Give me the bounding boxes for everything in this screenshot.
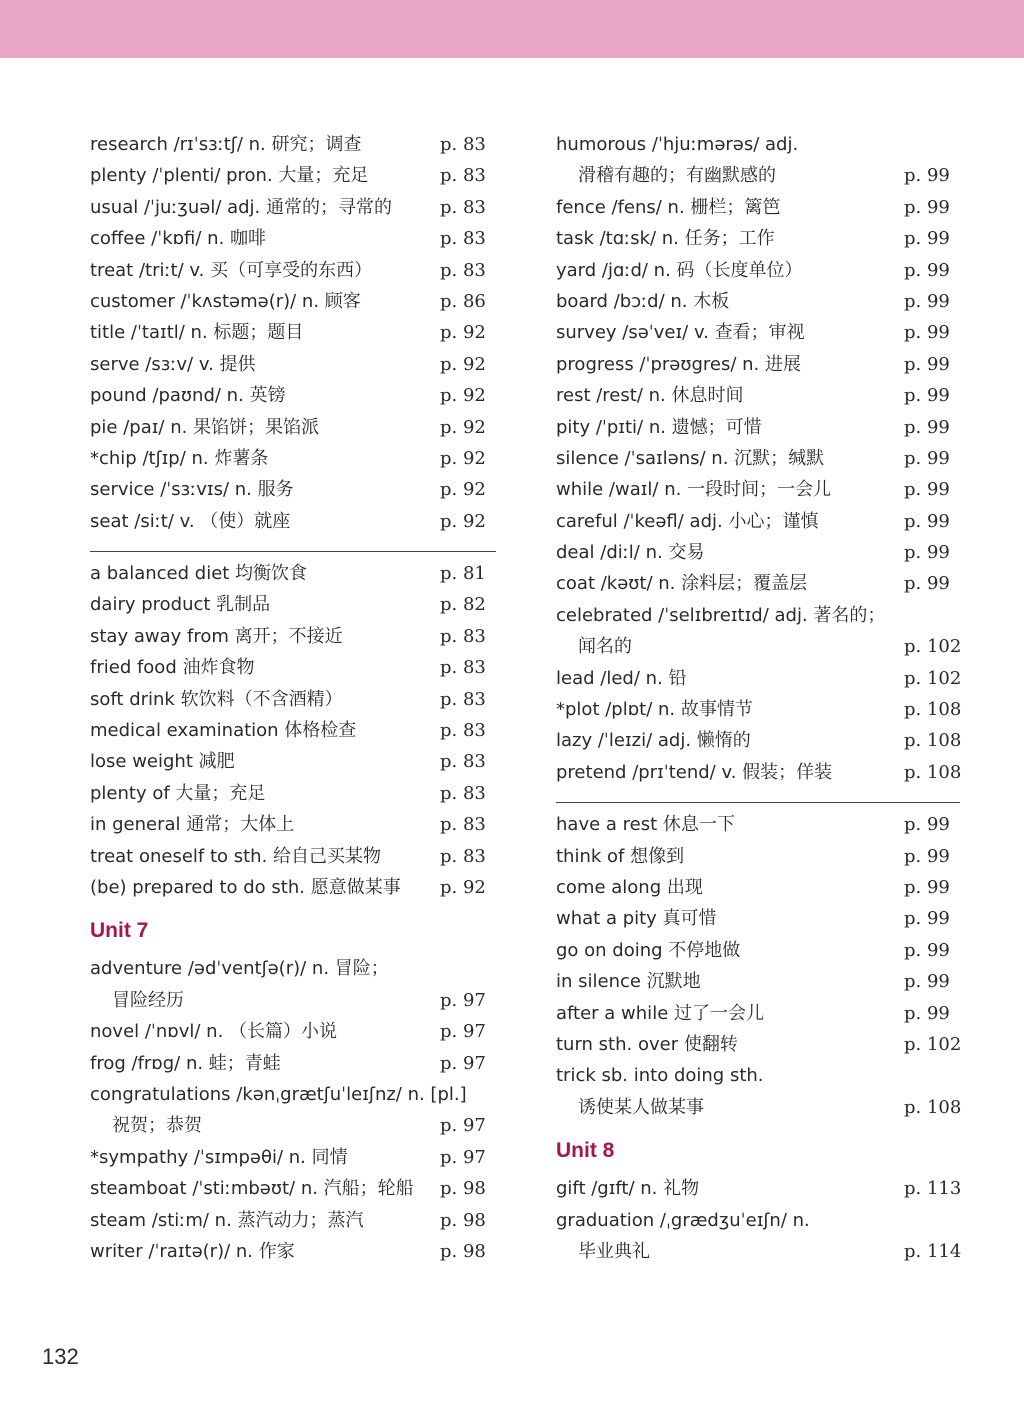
entry-page-ref: p. 83 xyxy=(440,165,486,187)
entry-term: celebrated /ˈselɪbreɪtɪd/ adj. 著名的； xyxy=(556,604,886,626)
entry-term: yard /jɑːd/ n. 码（长度单位） xyxy=(556,259,803,281)
entry-term: lazy /ˈleɪzi/ adj. 懒惰的 xyxy=(556,730,751,752)
unit-7-heading: Unit 7 xyxy=(90,919,149,943)
glossary-entry xyxy=(556,809,960,840)
glossary-entry xyxy=(90,286,496,317)
entry-page-ref: p. 97 xyxy=(440,1052,486,1074)
entry-term: have a rest 休息一下 xyxy=(556,814,735,836)
entry-term: board /bɔːd/ n. 木板 xyxy=(556,290,730,312)
glossary-entry xyxy=(556,600,960,631)
entry-page-ref: p. 83 xyxy=(440,688,486,710)
glossary-entry xyxy=(556,966,960,997)
entry-term: think of 想像到 xyxy=(556,845,685,867)
glossary-entry xyxy=(556,757,960,788)
entry-page-ref: p. 92 xyxy=(440,385,486,407)
entry-page-ref: p. 92 xyxy=(440,510,486,532)
glossary-entry xyxy=(90,558,496,589)
entry-page-ref: p. 102 xyxy=(904,1033,962,1055)
entry-term: while /waɪl/ n. 一段时间；一会儿 xyxy=(556,479,832,501)
entry-page-ref: p. 99 xyxy=(904,845,950,867)
glossary-entry xyxy=(556,506,960,537)
glossary-entry xyxy=(90,809,496,840)
entry-page-ref: p. 108 xyxy=(904,1096,962,1118)
entry-term: seat /siːt/ v. （使）就座 xyxy=(90,510,291,532)
glossary-entry xyxy=(90,349,496,380)
right-vocab-list xyxy=(556,129,960,788)
entry-term: (be) prepared to do sth. 愿意做某事 xyxy=(90,876,401,898)
entry-term: trick sb. into doing sth. xyxy=(556,1065,764,1087)
entry-page-ref: p. 99 xyxy=(904,228,950,250)
entry-term: coat /kəʊt/ n. 涂料层；覆盖层 xyxy=(556,573,808,595)
glossary-entry xyxy=(556,380,960,411)
entry-term: title /ˈtaɪtl/ n. 标题；题目 xyxy=(90,322,304,344)
glossary-entry-continuation xyxy=(556,1236,960,1267)
entry-term: research /rɪˈsɜːtʃ/ n. 研究；调查 xyxy=(90,134,362,155)
glossary-entry xyxy=(556,903,960,934)
left-column xyxy=(90,129,496,1267)
entry-term: congratulations /kənˌgrætʃuˈleɪʃnz/ n. [pl.] xyxy=(90,1083,467,1105)
entry-page-ref: p. 92 xyxy=(440,876,486,898)
entry-term: customer /ˈkʌstəmə(r)/ n. 顾客 xyxy=(90,290,361,312)
glossary-entry xyxy=(90,1142,496,1173)
entry-page-ref: p. 99 xyxy=(904,573,950,595)
entry-term: steamboat /ˈstiːmbəʊt/ n. 汽船；轮船 xyxy=(90,1178,414,1200)
glossary-entry xyxy=(90,443,496,474)
entry-term: 诱使某人做某事 xyxy=(578,1096,704,1118)
glossary-entry xyxy=(90,1016,496,1047)
glossary-entry-continuation xyxy=(90,985,496,1016)
entry-term: service /ˈsɜːvɪs/ n. 服务 xyxy=(90,479,294,501)
entry-page-ref: p. 108 xyxy=(904,699,962,721)
entry-term: fried food 油炸食物 xyxy=(90,657,255,679)
page-number: 132 xyxy=(42,1344,79,1369)
entry-page-ref: p. 97 xyxy=(440,1021,486,1043)
entry-term: adventure /ədˈventʃə(r)/ n. 冒险； xyxy=(90,958,389,980)
entry-page-ref: p. 83 xyxy=(440,782,486,804)
glossary-entry-continuation xyxy=(556,631,960,662)
entry-page-ref: p. 83 xyxy=(440,845,486,867)
glossary-entry xyxy=(556,412,960,443)
entry-page-ref: p. 99 xyxy=(904,196,950,218)
entry-page-ref: p. 108 xyxy=(904,761,962,783)
entry-term: writer /ˈraɪtə(r)/ n. 作家 xyxy=(90,1240,295,1262)
glossary-entry xyxy=(90,652,496,683)
entry-page-ref: p. 99 xyxy=(904,447,950,469)
entry-term: 滑稽有趣的；有幽默感的 xyxy=(578,165,776,187)
glossary-entry xyxy=(556,841,960,872)
entry-page-ref: p. 83 xyxy=(440,196,486,218)
entry-page-ref: p. 99 xyxy=(904,416,950,438)
entry-page-ref: p. 113 xyxy=(904,1178,962,1200)
entry-term: frog /frɒg/ n. 蛙；青蛙 xyxy=(90,1052,281,1074)
entry-page-ref: p. 83 xyxy=(440,720,486,742)
entry-page-ref: p. 114 xyxy=(904,1240,962,1262)
entry-page-ref: p. 97 xyxy=(440,1115,486,1137)
entry-page-ref: p. 92 xyxy=(440,353,486,375)
glossary-entry xyxy=(90,1079,496,1110)
left-vocab-list xyxy=(90,129,496,537)
entry-page-ref: p. 97 xyxy=(440,1146,486,1168)
glossary-entry xyxy=(90,474,496,505)
entry-page-ref: p. 83 xyxy=(440,751,486,773)
glossary-entry xyxy=(90,1205,496,1236)
entry-term: medical examination 体格检查 xyxy=(90,720,357,742)
entry-term: plenty /ˈplenti/ pron. 大量；充足 xyxy=(90,165,369,187)
glossary-entry xyxy=(556,998,960,1029)
entry-term: lose weight 减肥 xyxy=(90,751,235,773)
entry-page-ref: p. 97 xyxy=(440,989,486,1011)
glossary-entry xyxy=(90,841,496,872)
glossary-entry xyxy=(556,663,960,694)
entry-term: go on doing 不停地做 xyxy=(556,939,741,961)
entry-term: 冒险经历 xyxy=(112,989,184,1011)
entry-page-ref: p. 86 xyxy=(440,290,486,312)
entry-page-ref: p. 102 xyxy=(904,636,962,658)
entry-page-ref: p. 99 xyxy=(904,939,950,961)
entry-page-ref: p. 102 xyxy=(904,667,962,689)
entry-page-ref: p. 83 xyxy=(440,134,486,155)
entry-page-ref: p. 99 xyxy=(904,259,950,281)
glossary-entry xyxy=(556,474,960,505)
glossary-entry xyxy=(90,129,496,160)
entry-term: usual /ˈjuːʒuəl/ adj. 通常的；寻常的 xyxy=(90,196,393,218)
entry-page-ref: p. 98 xyxy=(440,1209,486,1231)
entry-term: *chip /tʃɪp/ n. 炸薯条 xyxy=(90,447,269,469)
entry-term: 闻名的 xyxy=(578,636,632,658)
entry-term: silence /ˈsaɪləns/ n. 沉默；缄默 xyxy=(556,447,825,469)
entry-page-ref: p. 83 xyxy=(440,625,486,647)
glossary-entry xyxy=(90,380,496,411)
entry-term: *plot /plɒt/ n. 故事情节 xyxy=(556,699,753,721)
entry-page-ref: p. 92 xyxy=(440,447,486,469)
entry-page-ref: p. 99 xyxy=(904,479,950,501)
glossary-entry xyxy=(90,1236,496,1267)
glossary-entry xyxy=(556,694,960,725)
entry-page-ref: p. 99 xyxy=(904,165,950,187)
entry-page-ref: p. 99 xyxy=(904,876,950,898)
unit-8-vocab-list xyxy=(556,1173,960,1267)
glossary-entry xyxy=(90,192,496,223)
glossary-entry xyxy=(90,778,496,809)
entry-page-ref: p. 81 xyxy=(440,563,486,585)
entry-term: progress /ˈprəʊgres/ n. 进展 xyxy=(556,353,801,375)
entry-page-ref: p. 99 xyxy=(904,385,950,407)
glossary-entry xyxy=(556,192,960,223)
unit-8-heading: Unit 8 xyxy=(556,1139,615,1163)
entry-term: soft drink 软饮料（不含酒精） xyxy=(90,688,343,710)
entry-page-ref: p. 99 xyxy=(904,353,950,375)
section-divider xyxy=(556,802,960,803)
entry-page-ref: p. 92 xyxy=(440,416,486,438)
entry-term: careful /ˈkeəfl/ adj. 小心；谨慎 xyxy=(556,510,819,532)
entry-term: in silence 沉默地 xyxy=(556,971,701,993)
entry-page-ref: p. 98 xyxy=(440,1240,486,1262)
glossary-entry xyxy=(90,255,496,286)
entry-term: a balanced diet 均衡饮食 xyxy=(90,563,308,585)
glossary-entry-continuation xyxy=(556,160,960,191)
entry-term: treat /triːt/ v. 买（可享受的东西） xyxy=(90,259,373,281)
entry-page-ref: p. 83 xyxy=(440,259,486,281)
glossary-entry-continuation xyxy=(90,1110,496,1141)
entry-term: pretend /prɪˈtend/ v. 假装；佯装 xyxy=(556,761,833,783)
glossary-entry xyxy=(556,537,960,568)
glossary-entry xyxy=(90,746,496,777)
entry-page-ref: p. 92 xyxy=(440,322,486,344)
entry-page-ref: p. 99 xyxy=(904,322,950,344)
entry-page-ref: p. 99 xyxy=(904,1002,950,1024)
glossary-entry xyxy=(90,1048,496,1079)
entry-term: pie /paɪ/ n. 果馅饼；果馅派 xyxy=(90,416,320,438)
glossary-entry xyxy=(556,286,960,317)
entry-term: survey /səˈveɪ/ v. 查看；审视 xyxy=(556,322,805,344)
entry-term: come along 出现 xyxy=(556,876,703,898)
glossary-entry-continuation xyxy=(556,1092,960,1123)
unit-7-vocab-list xyxy=(90,953,496,1267)
glossary-entry xyxy=(90,715,496,746)
entry-term: steam /stiːm/ n. 蒸汽动力；蒸汽 xyxy=(90,1209,364,1231)
entry-term: what a pity 真可惜 xyxy=(556,908,717,930)
entry-page-ref: p. 99 xyxy=(904,814,950,836)
glossary-entry xyxy=(556,935,960,966)
glossary-entry xyxy=(90,160,496,191)
entry-page-ref: p. 83 xyxy=(440,814,486,836)
glossary-entry xyxy=(90,684,496,715)
glossary-entry xyxy=(90,621,496,652)
entry-page-ref: p. 99 xyxy=(904,510,950,532)
entry-term: 毕业典礼 xyxy=(578,1240,650,1262)
glossary-entry xyxy=(556,1173,960,1204)
glossary-entry xyxy=(90,223,496,254)
glossary-entry xyxy=(90,317,496,348)
entry-term: stay away from 离开；不接近 xyxy=(90,625,343,647)
entry-term: *sympathy /ˈsɪmpəθi/ n. 同情 xyxy=(90,1146,348,1168)
entry-term: after a while 过了一会儿 xyxy=(556,1002,764,1024)
entry-term: 祝贺；恭贺 xyxy=(112,1115,202,1137)
entry-page-ref: p. 92 xyxy=(440,479,486,501)
entry-term: in general 通常；大体上 xyxy=(90,814,295,836)
entry-term: gift /gɪft/ n. 礼物 xyxy=(556,1178,700,1200)
glossary-entry xyxy=(556,725,960,756)
glossary-entry xyxy=(556,872,960,903)
entry-term: novel /ˈnɒvl/ n. （长篇）小说 xyxy=(90,1021,338,1043)
entry-term: pity /ˈpɪti/ n. 遗憾；可惜 xyxy=(556,416,762,438)
glossary-entry xyxy=(556,255,960,286)
entry-term: deal /diːl/ n. 交易 xyxy=(556,542,705,564)
entry-page-ref: p. 83 xyxy=(440,657,486,679)
entry-page-ref: p. 99 xyxy=(904,908,950,930)
entry-page-ref: p. 99 xyxy=(904,542,950,564)
entry-term: rest /rest/ n. 休息时间 xyxy=(556,385,744,407)
entry-page-ref: p. 83 xyxy=(440,228,486,250)
entry-term: treat oneself to sth. 给自己买某物 xyxy=(90,845,382,867)
entry-page-ref: p. 99 xyxy=(904,971,950,993)
glossary-entry xyxy=(556,223,960,254)
glossary-entry xyxy=(556,568,960,599)
entry-term: task /tɑːsk/ n. 任务；工作 xyxy=(556,228,775,250)
entry-term: fence /fens/ n. 栅栏；篱笆 xyxy=(556,196,781,218)
entry-page-ref: p. 99 xyxy=(904,290,950,312)
glossary-entry xyxy=(90,953,496,984)
glossary-entry xyxy=(556,1205,960,1236)
entry-term: plenty of 大量；充足 xyxy=(90,782,266,804)
glossary-entry xyxy=(90,872,496,903)
entry-term: humorous /ˈhjuːmərəs/ adj. xyxy=(556,134,799,155)
left-phrase-list xyxy=(90,558,496,903)
right-column xyxy=(556,129,960,1267)
right-phrase-list xyxy=(556,809,960,1123)
entry-term: turn sth. over 使翻转 xyxy=(556,1033,738,1055)
entry-term: pound /paʊnd/ n. 英镑 xyxy=(90,385,286,407)
entry-term: graduation /ˌgrædʒuˈeɪʃn/ n. xyxy=(556,1209,810,1231)
header-band xyxy=(0,0,1024,58)
glossary-entry xyxy=(556,349,960,380)
glossary-entry xyxy=(556,129,960,160)
section-divider xyxy=(90,551,496,552)
glossary-entry xyxy=(556,1029,960,1060)
glossary-entry xyxy=(90,589,496,620)
entry-page-ref: p. 108 xyxy=(904,730,962,752)
glossary-entry xyxy=(556,443,960,474)
glossary-entry xyxy=(90,412,496,443)
entry-term: lead /led/ n. 铅 xyxy=(556,667,687,689)
entry-term: dairy product 乳制品 xyxy=(90,594,271,616)
glossary-entry xyxy=(90,506,496,537)
entry-term: serve /sɜːv/ v. 提供 xyxy=(90,353,256,375)
entry-term: coffee /ˈkɒfi/ n. 咖啡 xyxy=(90,228,267,250)
glossary-entry xyxy=(556,1060,960,1091)
glossary-entry xyxy=(556,317,960,348)
entry-page-ref: p. 98 xyxy=(440,1178,486,1200)
entry-page-ref: p. 82 xyxy=(440,594,486,616)
glossary-entry xyxy=(90,1173,496,1204)
